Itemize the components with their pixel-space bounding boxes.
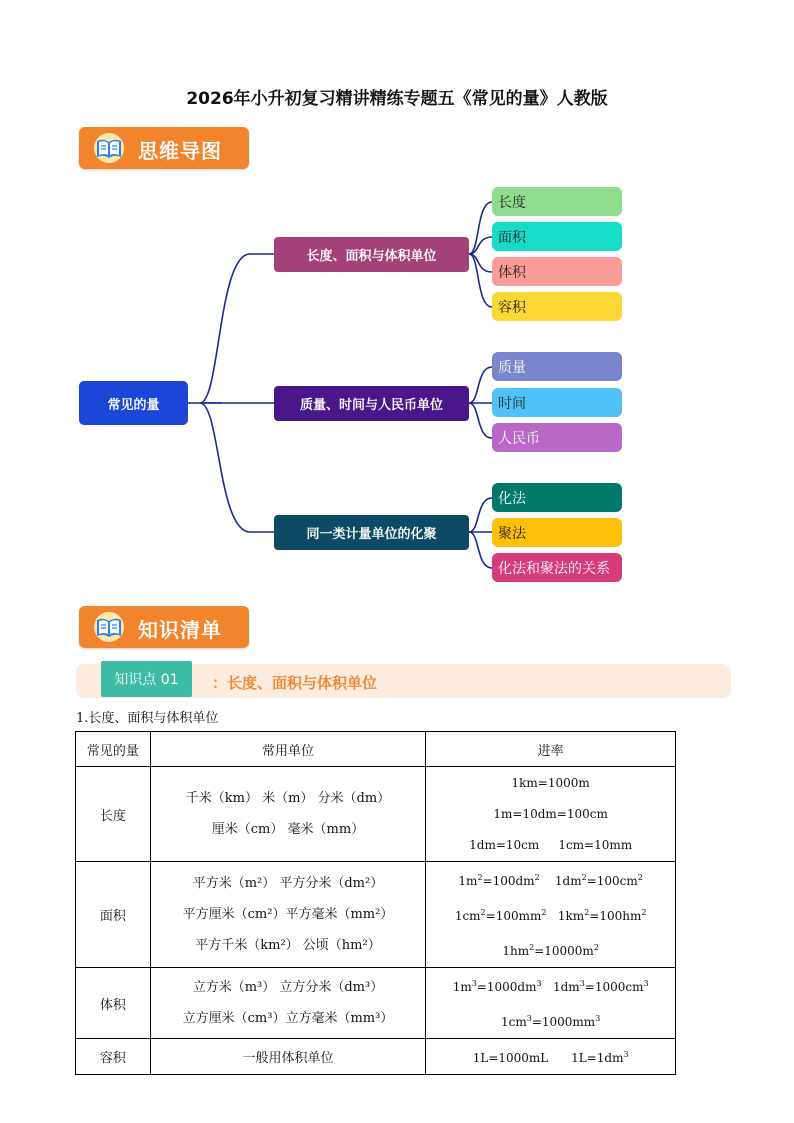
rate-line: 1m=10dm=100cm [493, 806, 608, 821]
table-row [76, 767, 676, 862]
rate-line: $1m^2=100dm^2$ $1dm^2=100cm^2$ [458, 873, 643, 888]
table-cell-rates [426, 1039, 676, 1075]
rate-line: $1cm^3=1000mm^3$ [501, 1014, 601, 1029]
unit-line: 立方米（m³） 立方分米（dm³） [192, 980, 384, 995]
table-cell-quantity: 容积 [76, 1039, 151, 1075]
mind-map-leaf: 化法 [492, 483, 622, 512]
mind-map-leaf: 长度 [492, 187, 622, 216]
mind-map-branch: 长度、面积与体积单位 [274, 237, 469, 272]
table-cell-rates [426, 767, 676, 862]
table-intro: 1.长度、面积与体积单位 [76, 711, 219, 726]
mind-map-leaf: 人民币 [492, 423, 622, 452]
table-cell-units [150, 862, 426, 968]
unit-line: 千米（km） 米（m） 分米（dm） [185, 791, 391, 806]
knowledge-point-title: ：长度、面积与体积单位 [212, 674, 378, 692]
mind-map-leaf: 化法和聚法的关系 [492, 553, 622, 582]
units-table [75, 731, 676, 1075]
knowledge-checklist-heading: 知识清单 [138, 618, 222, 642]
unit-line: 平方千米（km²） 公顷（hm²） [195, 938, 381, 953]
mind-map-heading: 思维导图 [138, 139, 222, 163]
mind-map-branch: 质量、时间与人民币单位 [274, 386, 469, 421]
rate-line: 1km=1000m [511, 775, 590, 790]
mind-map-leaf: 质量 [492, 352, 622, 381]
rate-line: 1dm=10cm 1cm=10mm [469, 837, 633, 852]
table-header: 常用单位 [150, 732, 426, 767]
mind-map-leaf: 聚法 [492, 518, 622, 547]
table-cell-rates [426, 862, 676, 968]
rate-line: $1hm^2=10000m^2$ [502, 943, 599, 958]
mind-map-leaf: 体积 [492, 257, 622, 286]
book-icon [92, 611, 126, 643]
mind-map-leaf: 面积 [492, 222, 622, 251]
table-header: 进率 [426, 732, 676, 767]
mind-map-leaf: 时间 [492, 388, 622, 417]
mind-map-root: 常见的量 [79, 381, 188, 425]
mind-map-leaf: 容积 [492, 292, 622, 321]
knowledge-checklist-banner [79, 606, 249, 648]
table-cell-rates [426, 968, 676, 1039]
unit-line: 厘米（cm） 毫米（mm） [211, 822, 365, 837]
rate-line: $1m^3=1000dm^3$ $1dm^3=1000cm^3$ [452, 979, 649, 994]
document-title: 2026年小升初复习精讲精练专题五《常见的量》人教版 [186, 89, 608, 109]
mind-map-branch: 同一类计量单位的化聚 [274, 515, 469, 550]
table-header: 常见的量 [76, 732, 151, 767]
table-cell-quantity: 体积 [76, 968, 151, 1039]
table-cell-quantity: 面积 [76, 862, 151, 968]
table-row [76, 1039, 676, 1075]
table-header-row [76, 732, 676, 767]
unit-line: 平方厘米（cm²）平方毫米（mm²） [182, 907, 394, 922]
knowledge-point-tag: 知识点 01 [101, 661, 192, 697]
unit-line: 立方厘米（cm³）立方毫米（mm³） [182, 1011, 394, 1026]
rate-line: $1cm^2=100mm^2$ $1km^2=100hm^2$ [454, 908, 647, 923]
table-cell-units [150, 968, 426, 1039]
unit-line: 平方米（m²） 平方分米（dm²） [192, 876, 384, 891]
table-row [76, 968, 676, 1039]
table-cell-units [150, 767, 426, 862]
rate-line: 1L=1000mL $1L=1dm^3$ [472, 1050, 629, 1065]
table-row [76, 862, 676, 968]
table-cell-quantity: 长度 [76, 767, 151, 862]
table-cell-units: 一般用体积单位 [150, 1039, 426, 1075]
